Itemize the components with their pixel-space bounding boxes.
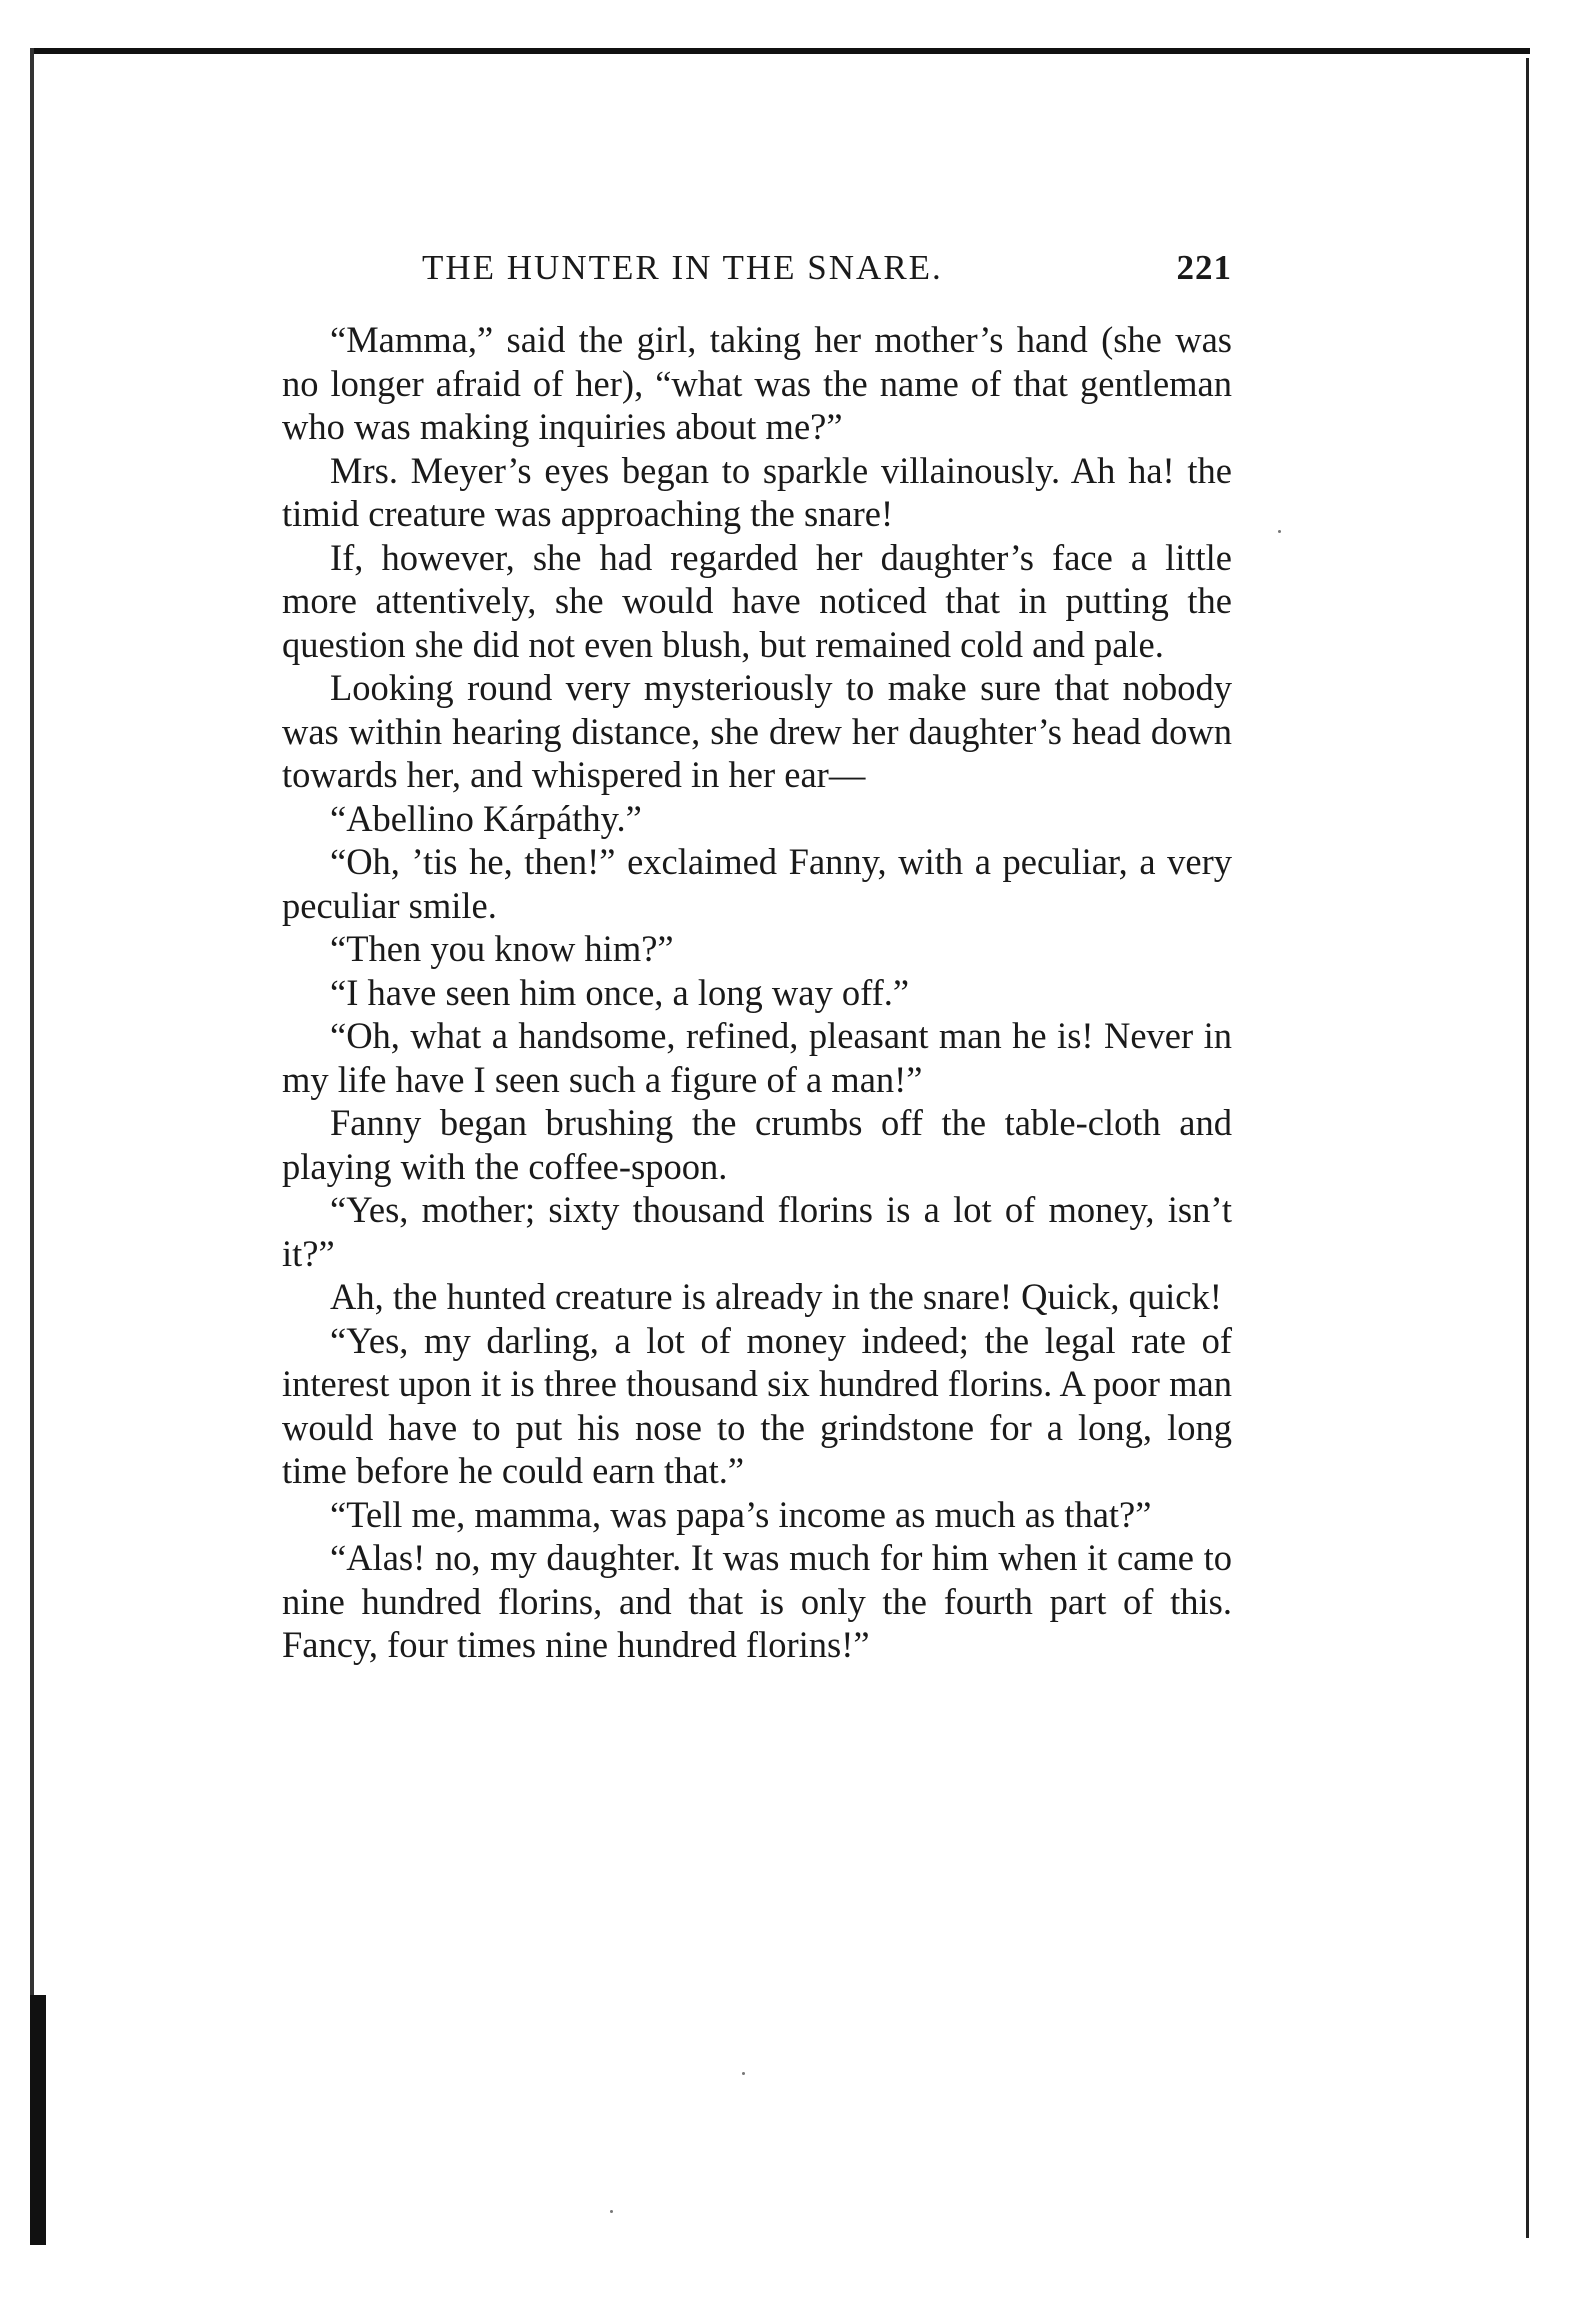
book-page	[282, 248, 1232, 1667]
paragraph: “Oh, ’tis he, then!” exclaimed Fanny, with a peculiar, a very peculiar smile.	[282, 841, 1232, 926]
paragraph: Mrs. Meyer’s eyes began to sparkle villainously. Ah ha! the timid creature was approaching the snare!	[282, 449, 1232, 534]
speck	[742, 2072, 745, 2075]
page-border-left-shadow	[30, 1995, 46, 2245]
paragraph: Looking round very mysteriously to make sure that nobody was within hearing distance, she drew her daughter’s head down towards her, and whispered in her ear—	[282, 667, 1232, 795]
body-text	[282, 318, 1232, 1667]
running-title: THE HUNTER IN THE SNARE.	[422, 248, 943, 287]
paragraph: “I have seen him once, a long way off.”	[330, 971, 910, 1013]
paragraph: Fanny began brushing the crumbs off the table-cloth and playing with the coffee-spoon.	[282, 1102, 1232, 1187]
paragraph: “Yes, my darling, a lot of money indeed; the legal rate of interest upon it is three thousand six hundred florins. A poor man would have to put his nose to the grindstone for a long, long time before he could earn that.”	[282, 1319, 1232, 1491]
paragraph: Ah, the hunted creature is already in the snare! Quick, quick!	[330, 1276, 1222, 1317]
page-number: 221	[1176, 248, 1232, 287]
paragraph: “Then you know him?”	[330, 928, 674, 969]
paragraph: “Mamma,” said the girl, taking her mother’s hand (she was no longer afraid of her), “what was the name of that gentleman who was making inquiries about me?”	[282, 319, 1232, 447]
speck	[610, 2210, 613, 2213]
paragraph: “Abellino Kárpáthy.”	[330, 797, 642, 839]
page-border-right	[1526, 58, 1529, 2238]
paragraph: “Alas! no, my daughter. It was much for him when it came to nine hundred florins, and that is only the fourth part of this. Fancy, four times nine hundred florins!”	[282, 1537, 1232, 1665]
paragraph: “Tell me, mamma, was papa’s income as much as that?”	[330, 1493, 1152, 1535]
paragraph: If, however, she had regarded her daughter’s face a little more attentively, she would have noticed that in putting the question she did not even blush, but remained cold and pale.	[282, 536, 1232, 665]
page-border-top	[30, 48, 1530, 54]
running-header	[282, 248, 1232, 318]
speck	[1278, 530, 1281, 533]
paragraph: “Oh, what a handsome, refined, pleasant man he is! Never in my life have I seen such a figure of a man!”	[282, 1015, 1232, 1100]
paragraph: “Yes, mother; sixty thousand florins is a lot of money, isn’t it?”	[282, 1189, 1232, 1274]
page-border-left	[30, 48, 34, 2244]
